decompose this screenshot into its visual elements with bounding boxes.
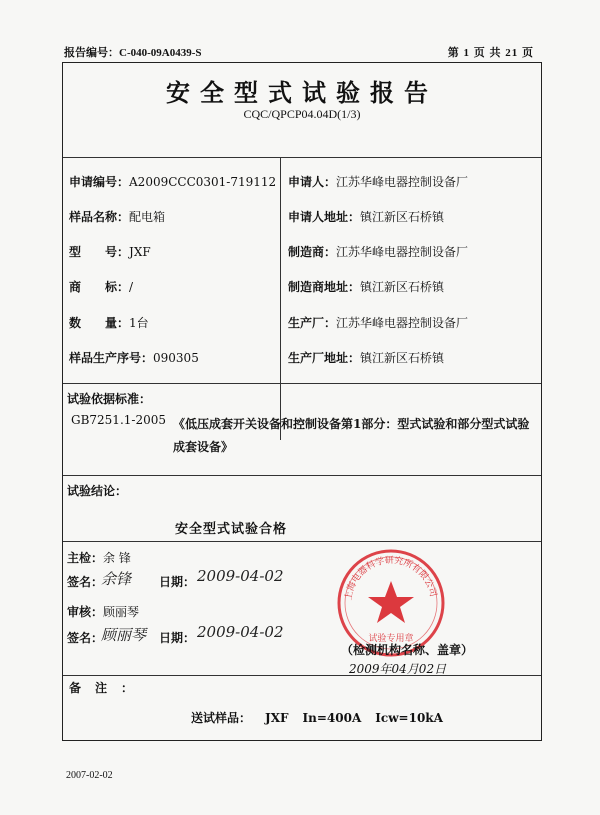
- divider-header: [63, 157, 541, 158]
- sample-info: 送试样品： JXF In=400A Icw=10kA: [191, 711, 443, 725]
- conclusion-text: 安全型式试验合格: [175, 522, 288, 537]
- standard-number: GB7251.1-2005: [71, 413, 166, 427]
- field-quantity: 数 量：1台: [69, 316, 149, 330]
- report-code: CQC/QPCP04.04D(1/3): [243, 107, 361, 121]
- basis-label: 试验依据标准：: [67, 392, 152, 406]
- sample-icw: Icw=10kA: [375, 711, 443, 725]
- star-icon: [368, 581, 414, 623]
- divider-basis: [63, 383, 541, 384]
- inspector-date: 2009-04-02: [197, 567, 284, 585]
- divider-vertical: [280, 157, 281, 440]
- divider-notes: [63, 675, 541, 676]
- reviewer-date-label: 日期：: [159, 631, 196, 645]
- divider-conclusion: [63, 475, 541, 476]
- field-model: 型 号：JXF: [69, 245, 151, 259]
- reviewer-sign-line: 签名：: [67, 631, 104, 645]
- svg-text:试验专用章: 试验专用章: [368, 634, 414, 644]
- field-factory-address: 生产厂地址：镇江新区石桥镇: [288, 351, 445, 365]
- conclusion-label: 试验结论：: [67, 484, 128, 498]
- divider-signatures: [63, 541, 541, 542]
- inspector-signature: 余锋: [101, 570, 132, 588]
- form-date: 2007-02-02: [66, 770, 113, 781]
- inspector-line: 主检：余 锋: [67, 551, 131, 565]
- report-number: 报告编号：C-040-09A0439-S: [64, 47, 202, 59]
- sample-model: JXF: [265, 711, 289, 725]
- stamp-date: 2009年04月02日: [349, 662, 447, 676]
- reviewer-signature: 顾丽琴: [101, 626, 147, 644]
- standard-title: 《低压成套开关设备和控制设备第1部分：型式试验和部分型式试验成套设备》: [173, 417, 530, 454]
- inspector-date-label: 日期：: [159, 575, 196, 589]
- field-sample-name: 样品名称：配电箱: [69, 210, 166, 224]
- report-title: 安全型式试验报告: [166, 78, 438, 107]
- field-application-no: 申请编号：A2009CCC0301-719112: [69, 175, 277, 189]
- field-applicant: 申请人：江苏华峰电器控制设备厂: [288, 175, 469, 189]
- notes-label: 备注：: [69, 681, 148, 695]
- field-trademark: 商 标：/: [69, 280, 134, 294]
- page-info: 第 1 页 共 21 页: [447, 47, 534, 59]
- reviewer-date: 2009-04-02: [197, 623, 284, 641]
- field-manufacturer: 制造商：江苏华峰电器控制设备厂: [288, 245, 469, 259]
- field-factory: 生产厂：江苏华峰电器控制设备厂: [288, 316, 469, 330]
- sample-current: In=400A: [302, 711, 362, 725]
- inspector-sign-line: 签名：: [67, 575, 104, 589]
- svg-text:上海电器科学研究所有限公司: 上海电器科学研究所有限公司: [343, 555, 438, 601]
- stamp-caption: （检测机构名称、盖章）: [341, 643, 474, 657]
- reviewer-line: 审核：顾丽琴: [67, 605, 140, 619]
- report-frame: [62, 62, 542, 741]
- field-applicant-address: 申请人地址：镇江新区石桥镇: [288, 210, 445, 224]
- field-manufacturer-address: 制造商地址：镇江新区石桥镇: [288, 280, 445, 294]
- field-serial: 样品生产序号：090305: [69, 351, 199, 365]
